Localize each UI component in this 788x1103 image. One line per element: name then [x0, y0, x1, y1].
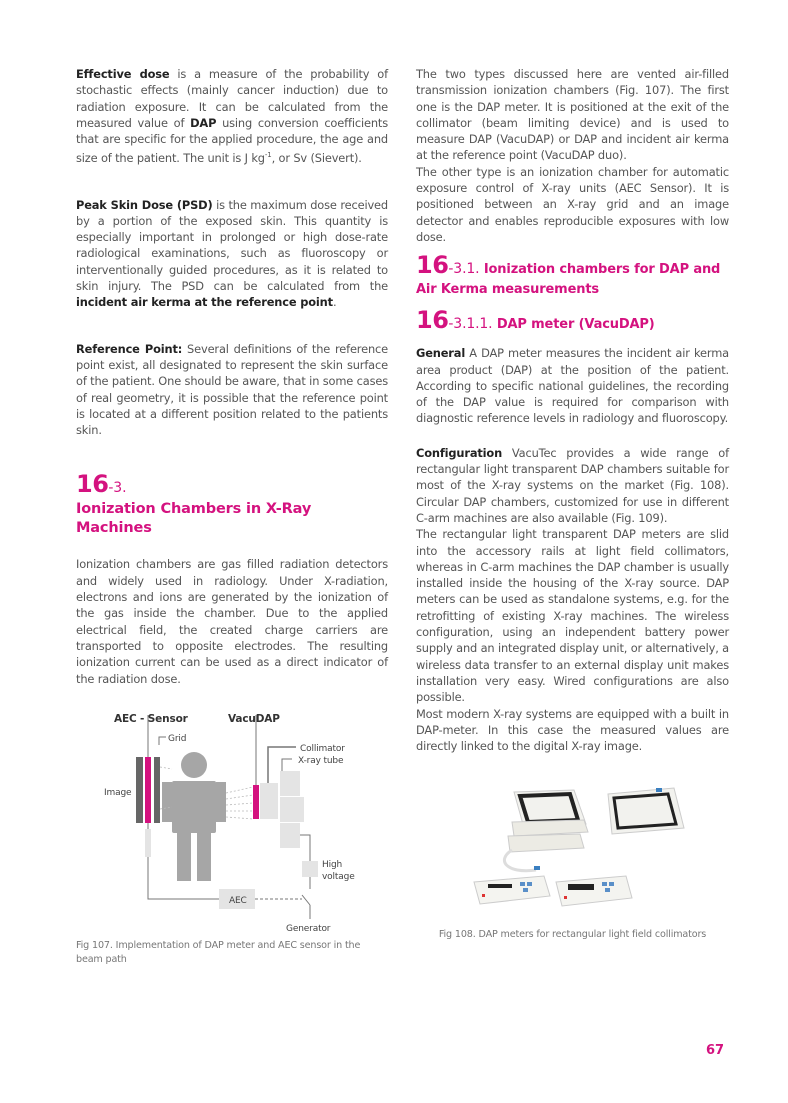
figure-107-caption: Fig 107. Implementation of DAP meter and AEC sensor in the beam path [76, 939, 361, 965]
figure-107-diagram [76, 699, 388, 934]
label-grid: Grid [168, 733, 187, 744]
rectangular-paragraph: The rectangular light transparent DAP meters are slid into the accessory rails at light field collimators, whereas in C-arm machines the DAP chamber is usually installed inside the housing of the X-ray source. DAP meters can be used as standalone systems, e.g. for the retrofitting of existing X-ray machines. The wireless configuration, using an independent battery power supply and an integrated display unit, or alternatively, a wireless data transfer to an external display unit makes installation very easy. Wired configurations are also possible. [416, 527, 729, 705]
reference-point-term: Reference Point: [76, 341, 183, 356]
section-heading-16-3: 16-3. [76, 470, 127, 499]
general-paragraph: General A DAP meter measures the incident air kerma area product (DAP) at the position of the patient. According to specific national guidelines, the recording of the DAP value is required for comparison with diagnostic reference levels in radiology and fluoroscopy. [416, 346, 729, 426]
ionization-intro-paragraph: Ionization chambers are gas filled radiation detectors and widely used in radiology. Under X-radiation, electrons and ions are generated by the ionization of the gas inside the chamber. Due to the applied electrical field, the created charge carriers are transported to opposite electrodes. The resulting ionization current can be used as a direct indicator of the radiation dose. [76, 557, 388, 686]
figure-108-caption: Fig 108. DAP meters for rectangular light field collimators [438, 929, 707, 941]
dap-meters-photo [416, 770, 729, 920]
figure-108-photo [416, 770, 729, 920]
peak-skin-dose-paragraph: Peak Skin Dose (PSD) is the maximum dose received by a portion of the exposed skin. This quantity is especially important in prolonged or high dose-rate radiological examinations, such as fluoroscopy or interventionally guided procedures, as it is related to skin injury. The PSD can be calculated from the incident air kerma at the reference point. [76, 197, 389, 310]
label-voltage: voltage [322, 871, 355, 882]
section-title: Ionization Chambers in X-Ray Machines [76, 501, 312, 537]
label-high: High [322, 859, 343, 870]
two-types-paragraph: The two types discussed here are vented air-filled transmission ionization chambers (Fig. 107). The first one is the DAP meter. It is positioned at the exit of the collimator (beam limiting device) and is used to measure DAP (VacuDAP) or DAP and incident air kerma at the reference point (VacuDAP duo). [416, 67, 729, 163]
label-vacudap: VacuDAP [228, 712, 280, 725]
left-column [76, 66, 388, 967]
label-xray-tube: X-ray tube [298, 755, 344, 766]
heading-16-3-1-1: 16-3.1.1. DAP meter (VacuDAP) [416, 306, 655, 335]
reference-point-paragraph: Reference Point: Several definitions of the reference point exist, all designated to represent the skin surface of the patient. One should be aware, that in some cases of real geometry, it is possible that the reference point is located at a different position related to the patients skin. [76, 341, 388, 438]
right-column [416, 66, 729, 942]
heading-16-3-1: 16-3.1. Ionization chambers for DAP and Air Kerma measurements [416, 251, 721, 298]
label-image: Image [104, 787, 132, 798]
label-generator: Generator [286, 923, 331, 934]
effective-dose-paragraph: Effective dose is a measure of the probability of stochastic effects (mainly cancer induction) due to radiation exposure. It can be calculated from the measured value of DAP using conversion coefficients that are specific for the applied procedure, the age and size of the patient. The unit is J $kg^{-1}$, or Sv (Sievert). [76, 67, 388, 166]
effective-dose-term: Effective dose [76, 67, 170, 81]
configuration-paragraph: Configuration VacuTec provides a wide range of rectangular light transparent DAP chambers suitable for most of the X-ray systems on the market (Fig. 108). Circular DAP chambers, customized for use in different C-arm machines are also available (Fig. 109). [416, 445, 729, 525]
label-collimator: Collimator [300, 743, 345, 754]
psd-term: Peak Skin Dose (PSD) [76, 197, 213, 212]
label-aec: AEC [229, 895, 247, 906]
page-number: 67 [706, 1043, 725, 1058]
aec-type-paragraph: The other type is an ionization chamber for automatic exposure control of X-ray units (AEC Sensor). It is positioned between an X-ray grid and an image detector and enables reproducible exposures with low dose. [416, 164, 729, 244]
modern-systems-paragraph: Most modern X-ray systems are equipped with a built in DAP-meter. In this case the measured values are directly linked to the digital X-ray image. [416, 706, 729, 754]
label-aec-sensor: AEC - Sensor [114, 712, 188, 725]
